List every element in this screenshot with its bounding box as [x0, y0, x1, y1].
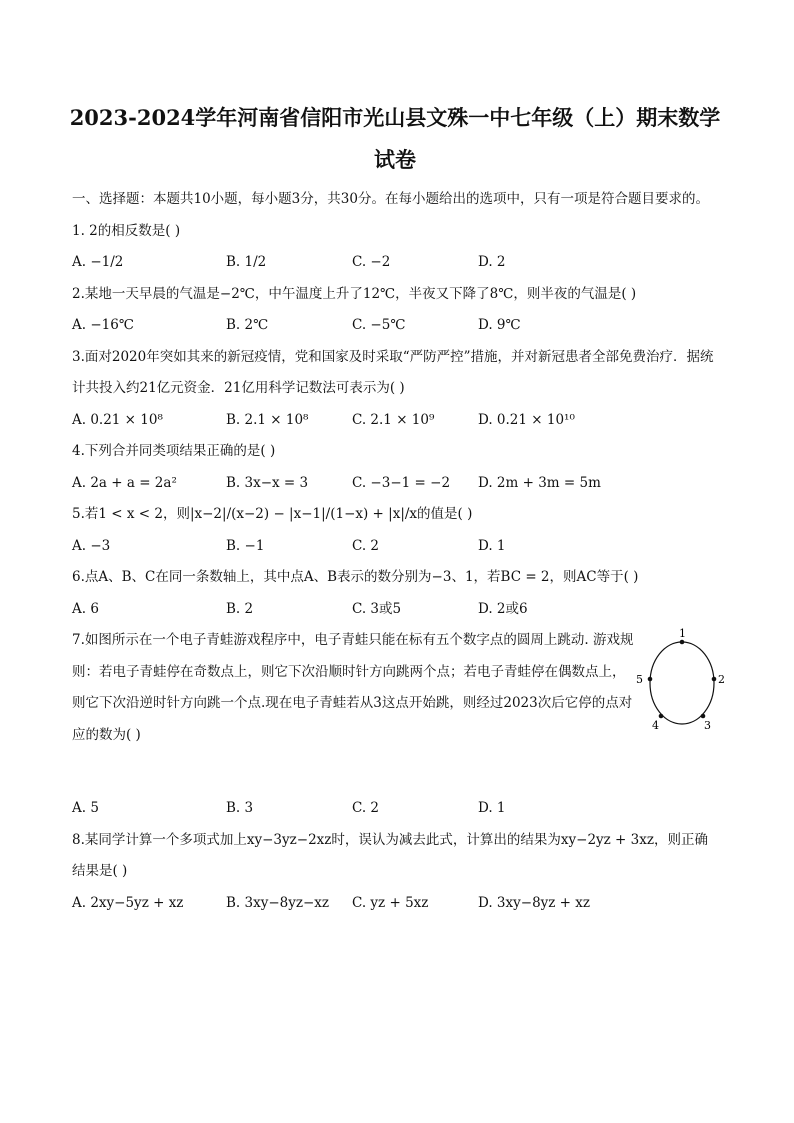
question-4-option-d: D. 2m + 3m = 5m [478, 474, 601, 491]
question-8-option-c: C. yz + 5xz [352, 894, 429, 911]
question-1-option-b: B. 1/2 [226, 254, 267, 270]
question-6-option-a: A. 6 [72, 600, 99, 617]
question-6-option-b: B. 2 [226, 600, 254, 617]
question-5-option-c: C. 2 [352, 537, 380, 554]
frog-circle-figure [632, 627, 732, 732]
question-7 [72, 625, 725, 751]
svg-text:5: 5 [636, 673, 643, 686]
svg-text:1: 1 [679, 627, 686, 640]
question-1-options [72, 247, 718, 279]
question-7-figure-gap [72, 751, 718, 793]
question-4-options [72, 468, 718, 500]
question-5-options [72, 531, 718, 563]
question-4-stem: 4.下列合并同类项结果正确的是( ) [72, 443, 276, 459]
question-3-option-c: C. 2.1 × 10⁹ [352, 411, 435, 428]
question-2-option-c: C. −5℃ [352, 317, 406, 333]
question-2-options [72, 310, 718, 342]
question-4-option-b: B. 3x−x = 3 [226, 474, 309, 491]
question-5-option-a: A. −3 [72, 537, 111, 554]
question-8-option-d: D. 3xy−8yz + xz [478, 894, 591, 911]
question-2-option-a: A. −16℃ [72, 317, 134, 333]
question-7-option-b: B. 3 [226, 800, 254, 816]
question-8-options [72, 888, 718, 920]
question-7-option-a: A. 5 [72, 800, 99, 816]
question-7-option-c: C. 2 [352, 800, 380, 816]
question-6-option-c: C. 3或5 [352, 600, 402, 617]
question-3-stem: 3.面对2020年突如其来的新冠疫情，党和国家及时采取“严防严控”措施，并对新冠患者全部免费治疗．据统计共投入约21亿元资金．21亿用科学记数法可表示为( ) [72, 348, 714, 396]
question-5-option-d: D. 1 [478, 537, 506, 554]
question-4-option-a: A. 2a + a = 2a² [72, 474, 177, 491]
svg-text:3: 3 [704, 719, 711, 732]
question-1-option-c: C. −2 [352, 254, 391, 270]
svg-text:4: 4 [652, 719, 659, 732]
svg-text:2: 2 [718, 673, 725, 686]
question-3-options [72, 405, 718, 437]
question-4-option-c: C. −3−1 = −2 [352, 474, 451, 491]
question-8-stem: 8.某同学计算一个多项式加上xy−3yz−2xz时，误认为减去此式，计算出的结果为xy−2yz + 3xz，则正确结果是( ) [72, 831, 708, 879]
page-title: 2023-2024学年河南省信阳市光山县文殊一中七年级（上）期末数学试卷 [69, 105, 721, 172]
question-5-option-b: B. −1 [226, 537, 265, 554]
question-8-option-a: A. 2xy−5yz + xz [72, 894, 184, 911]
question-5-stem: 5.若1 < x < 2，则|x−2|/(x−2) − |x−1|/(1−x) + |x|/x的值是( ) [72, 506, 473, 522]
question-7-option-d: D. 1 [478, 800, 506, 816]
question-3-option-d: D. 0.21 × 10¹⁰ [478, 411, 575, 428]
question-6-options [72, 594, 718, 626]
question-1-option-a: A. −1/2 [72, 254, 124, 270]
question-6-option-d: D. 2或6 [478, 600, 528, 617]
question-8-option-b: B. 3xy−8yz−xz [226, 894, 330, 911]
question-2-stem: 2.某地一天早晨的气温是−2℃，中午温度上升了12℃，半夜又下降了8℃，则半夜的气温是( ) [72, 285, 637, 302]
question-2-option-d: D. 9℃ [478, 317, 521, 333]
question-7-stem: 7.如图所示在一个电子青蛙游戏程序中，电子青蛙只能在标有五个数字点的圆周上跳动. 游戏规则：若电子青蛙停在奇数点上，则它下次沿顺时针方向跳两个点；若电子青蛙停在偶数点上，则它下次沿逆时针方向跳一个点.现在电子青蛙若从3这点开始跳，则经过2023次后它停的点对应的数为( ) [72, 632, 634, 743]
question-2-option-b: B. 2℃ [226, 317, 269, 333]
question-1-stem: 1. 2的相反数是( ) [72, 222, 181, 239]
section-intro: 一、选择题：本题共10小题，每小题3分，共30分。在每小题给出的选项中，只有一项是符合题目要求的。 [72, 191, 709, 207]
question-1-option-d: D. 2 [478, 254, 506, 270]
question-3-option-a: A. 0.21 × 10⁸ [72, 411, 163, 428]
question-6-stem: 6.点A、B、C在同一条数轴上，其中点A、B表示的数分别为−3、1，若BC = 2，则AC等于( ) [72, 569, 639, 585]
question-7-options [72, 793, 718, 825]
question-3-option-b: B. 2.1 × 10⁸ [226, 411, 309, 428]
